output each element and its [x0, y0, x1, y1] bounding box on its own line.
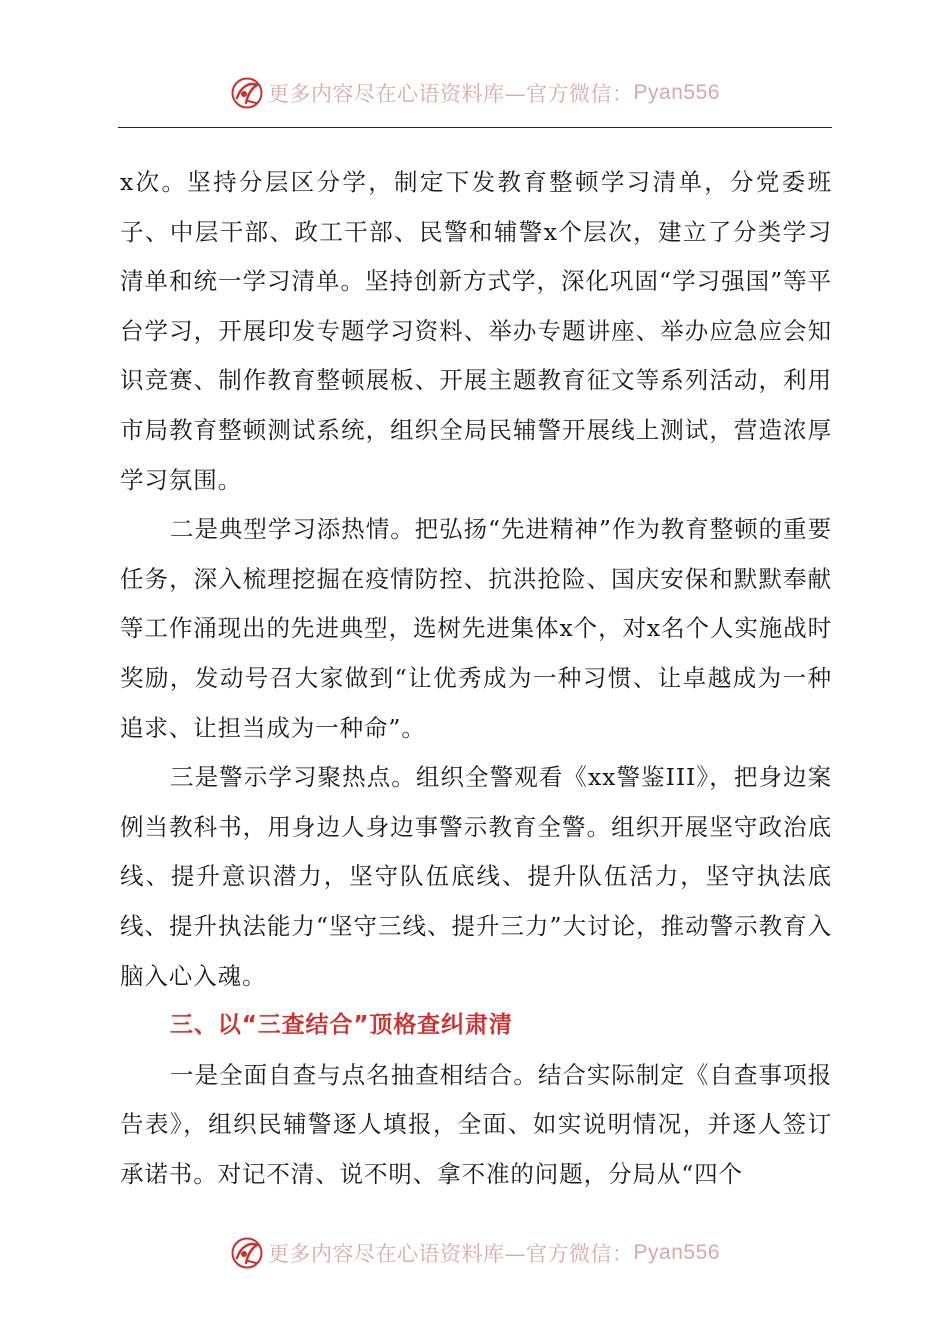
banner-wechat-id: Pyan556	[633, 81, 720, 104]
banner-wechat-id: Pyan556	[633, 1241, 720, 1264]
paragraph-2: 二是典型学习添热情。把弘扬“先进精神”作为教育整顿的重要任务，深入梳理挖掘在疫情防控、抗洪抢险、国庆安保和默默奉献等工作涌现出的先进典型，选树先进集体x个，对x名个人实施战时奖励，发动号召大家做到“让优秀成为一种习惯、让卓越成为一种追求、让担当成为一种命”。	[120, 515, 832, 742]
header-banner	[0, 70, 950, 116]
footer-banner	[0, 1230, 950, 1276]
section-heading: 三、以“三查结合”顶格查纠肃清	[170, 1012, 513, 1039]
paragraph-4: 一是全面自查与点名抽查相结合。结合实际制定《自查事项报告表》，组织民辅警逐人填报，全面、如实说明情况，并逐人签订承诺书。对记不清、说不明、拿不准的问题，分局从“四个	[120, 1060, 832, 1188]
document-body	[120, 158, 832, 1199]
paragraph-3: 三是警示学习聚热点。组织全警观看《xx警鉴III》，把身边案例当教科书，用身边人身边事警示教育全警。组织开展坚守政治底线、提升意识潜力，坚守队伍底线、提升队伍活力，坚守执法底线、提升执法能力“坚守三线、提升三力”大讨论，推动警示教育入脑入心入魂。	[120, 763, 832, 990]
header-divider	[118, 127, 832, 128]
brand-logo-icon	[230, 1236, 264, 1270]
paragraph-1: x次。坚持分层区分学，制定下发教育整顿学习清单，分党委班子、中层干部、政工干部、民警和辅警x个层次，建立了分类学习清单和统一学习清单。坚持创新方式学，深化巩固“学习强国”等平台学习，开展印发专题学习资料、举办专题讲座、举办应急应会知识竞赛、制作教育整顿展板、开展主题教育征文等系列活动，利用市局教育整顿测试系统，组织全局民辅警开展线上测试，营造浓厚学习氛围。	[120, 168, 832, 494]
banner-text: 更多内容尽在心语资料库—官方微信：	[268, 1242, 634, 1266]
banner-text: 更多内容尽在心语资料库—官方微信：	[268, 82, 634, 106]
brand-logo-icon	[230, 76, 264, 110]
